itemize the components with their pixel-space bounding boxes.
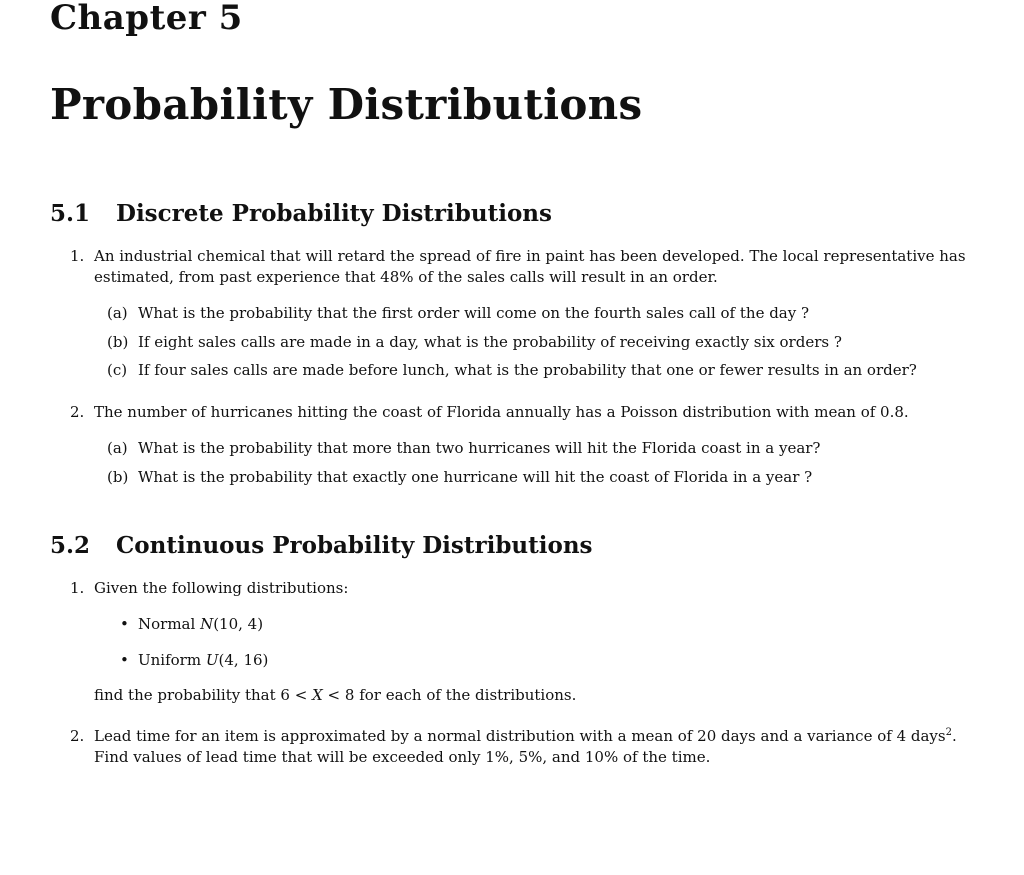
problem-text-pre: Lead time for an item is approximated by a normal distribution with a mean of 20 days and a variance of 4 days	[94, 727, 946, 745]
followup-variable: X	[312, 686, 323, 704]
problem-5-1-1-part-a	[107, 303, 987, 324]
bullet-normal	[120, 614, 263, 635]
problem-number: 1.	[70, 247, 85, 265]
part-text: What is the probability that exactly one hurricane will hit the coast of Florida in a year ?	[138, 468, 813, 486]
problem-5-1-1-part-c	[107, 360, 987, 381]
part-text: What is the probability that more than two hurricanes will hit the Florida coast in a year?	[138, 439, 821, 457]
section-title: Continuous Probability Distributions	[116, 532, 593, 559]
section-title: Discrete Probability Distributions	[116, 200, 552, 227]
distribution-params: (10, 4)	[213, 615, 264, 633]
section-number: 5.1	[50, 200, 91, 227]
distribution-symbol: N	[200, 615, 214, 633]
problem-5-2-1-followup	[94, 685, 576, 706]
part-label: (b)	[107, 333, 129, 351]
problem-text: The number of hurricanes hitting the coast of Florida annually has a Poisson distribution with mean of 0.8.	[94, 403, 909, 421]
problem-text: An industrial chemical that will retard the spread of fire in paint has been developed. The local representative has estimated, from past experience that 48% of the sales calls will result in an order.	[94, 247, 966, 286]
problem-5-1-1	[70, 246, 990, 288]
part-label: (a)	[107, 304, 128, 322]
section-number: 5.2	[50, 532, 91, 559]
distribution-params: (4, 16)	[218, 651, 269, 669]
bullet-dot-icon: •	[120, 651, 129, 669]
followup-text-pre: find the probability that 6 <	[94, 686, 308, 704]
chapter-title: Probability Distributions	[50, 80, 643, 129]
problem-text	[94, 726, 990, 768]
problem-5-1-2-part-a	[107, 438, 987, 459]
problem-5-2-2	[70, 726, 990, 768]
problem-number: 2.	[70, 403, 85, 421]
problem-5-1-2	[70, 402, 990, 423]
section-heading-5-2	[50, 532, 593, 559]
bullet-dot-icon: •	[120, 615, 129, 633]
part-label: (b)	[107, 468, 129, 486]
problem-text-superscript: 2	[945, 727, 952, 738]
bullet-uniform	[120, 650, 268, 671]
problem-number: 2.	[70, 727, 85, 745]
part-text: If eight sales calls are made in a day, what is the probability of receiving exactly six orders ?	[138, 333, 842, 351]
part-label: (a)	[107, 439, 128, 457]
problem-5-2-1	[70, 578, 990, 599]
chapter-label: Chapter 5	[50, 0, 243, 38]
problem-5-1-2-part-b	[107, 467, 987, 488]
problem-5-1-1-part-b	[107, 332, 987, 353]
followup-text-post: < 8 for each of the distributions.	[327, 686, 577, 704]
problem-text-post: . Find values of lead time that will be exceeded only 1%, 5%, and 10% of the time.	[94, 727, 957, 766]
problem-number: 1.	[70, 579, 85, 597]
distribution-symbol: U	[205, 651, 219, 669]
distribution-name: Uniform	[138, 651, 202, 669]
distribution-name: Normal	[138, 615, 196, 633]
part-label: (c)	[107, 361, 128, 379]
part-text: What is the probability that the first order will come on the fourth sales call of the day ?	[138, 304, 810, 322]
problem-text: Given the following distributions:	[94, 579, 349, 597]
part-text: If four sales calls are made before lunch, what is the probability that one or fewer results in an order?	[138, 361, 917, 379]
section-heading-5-1	[50, 200, 552, 227]
